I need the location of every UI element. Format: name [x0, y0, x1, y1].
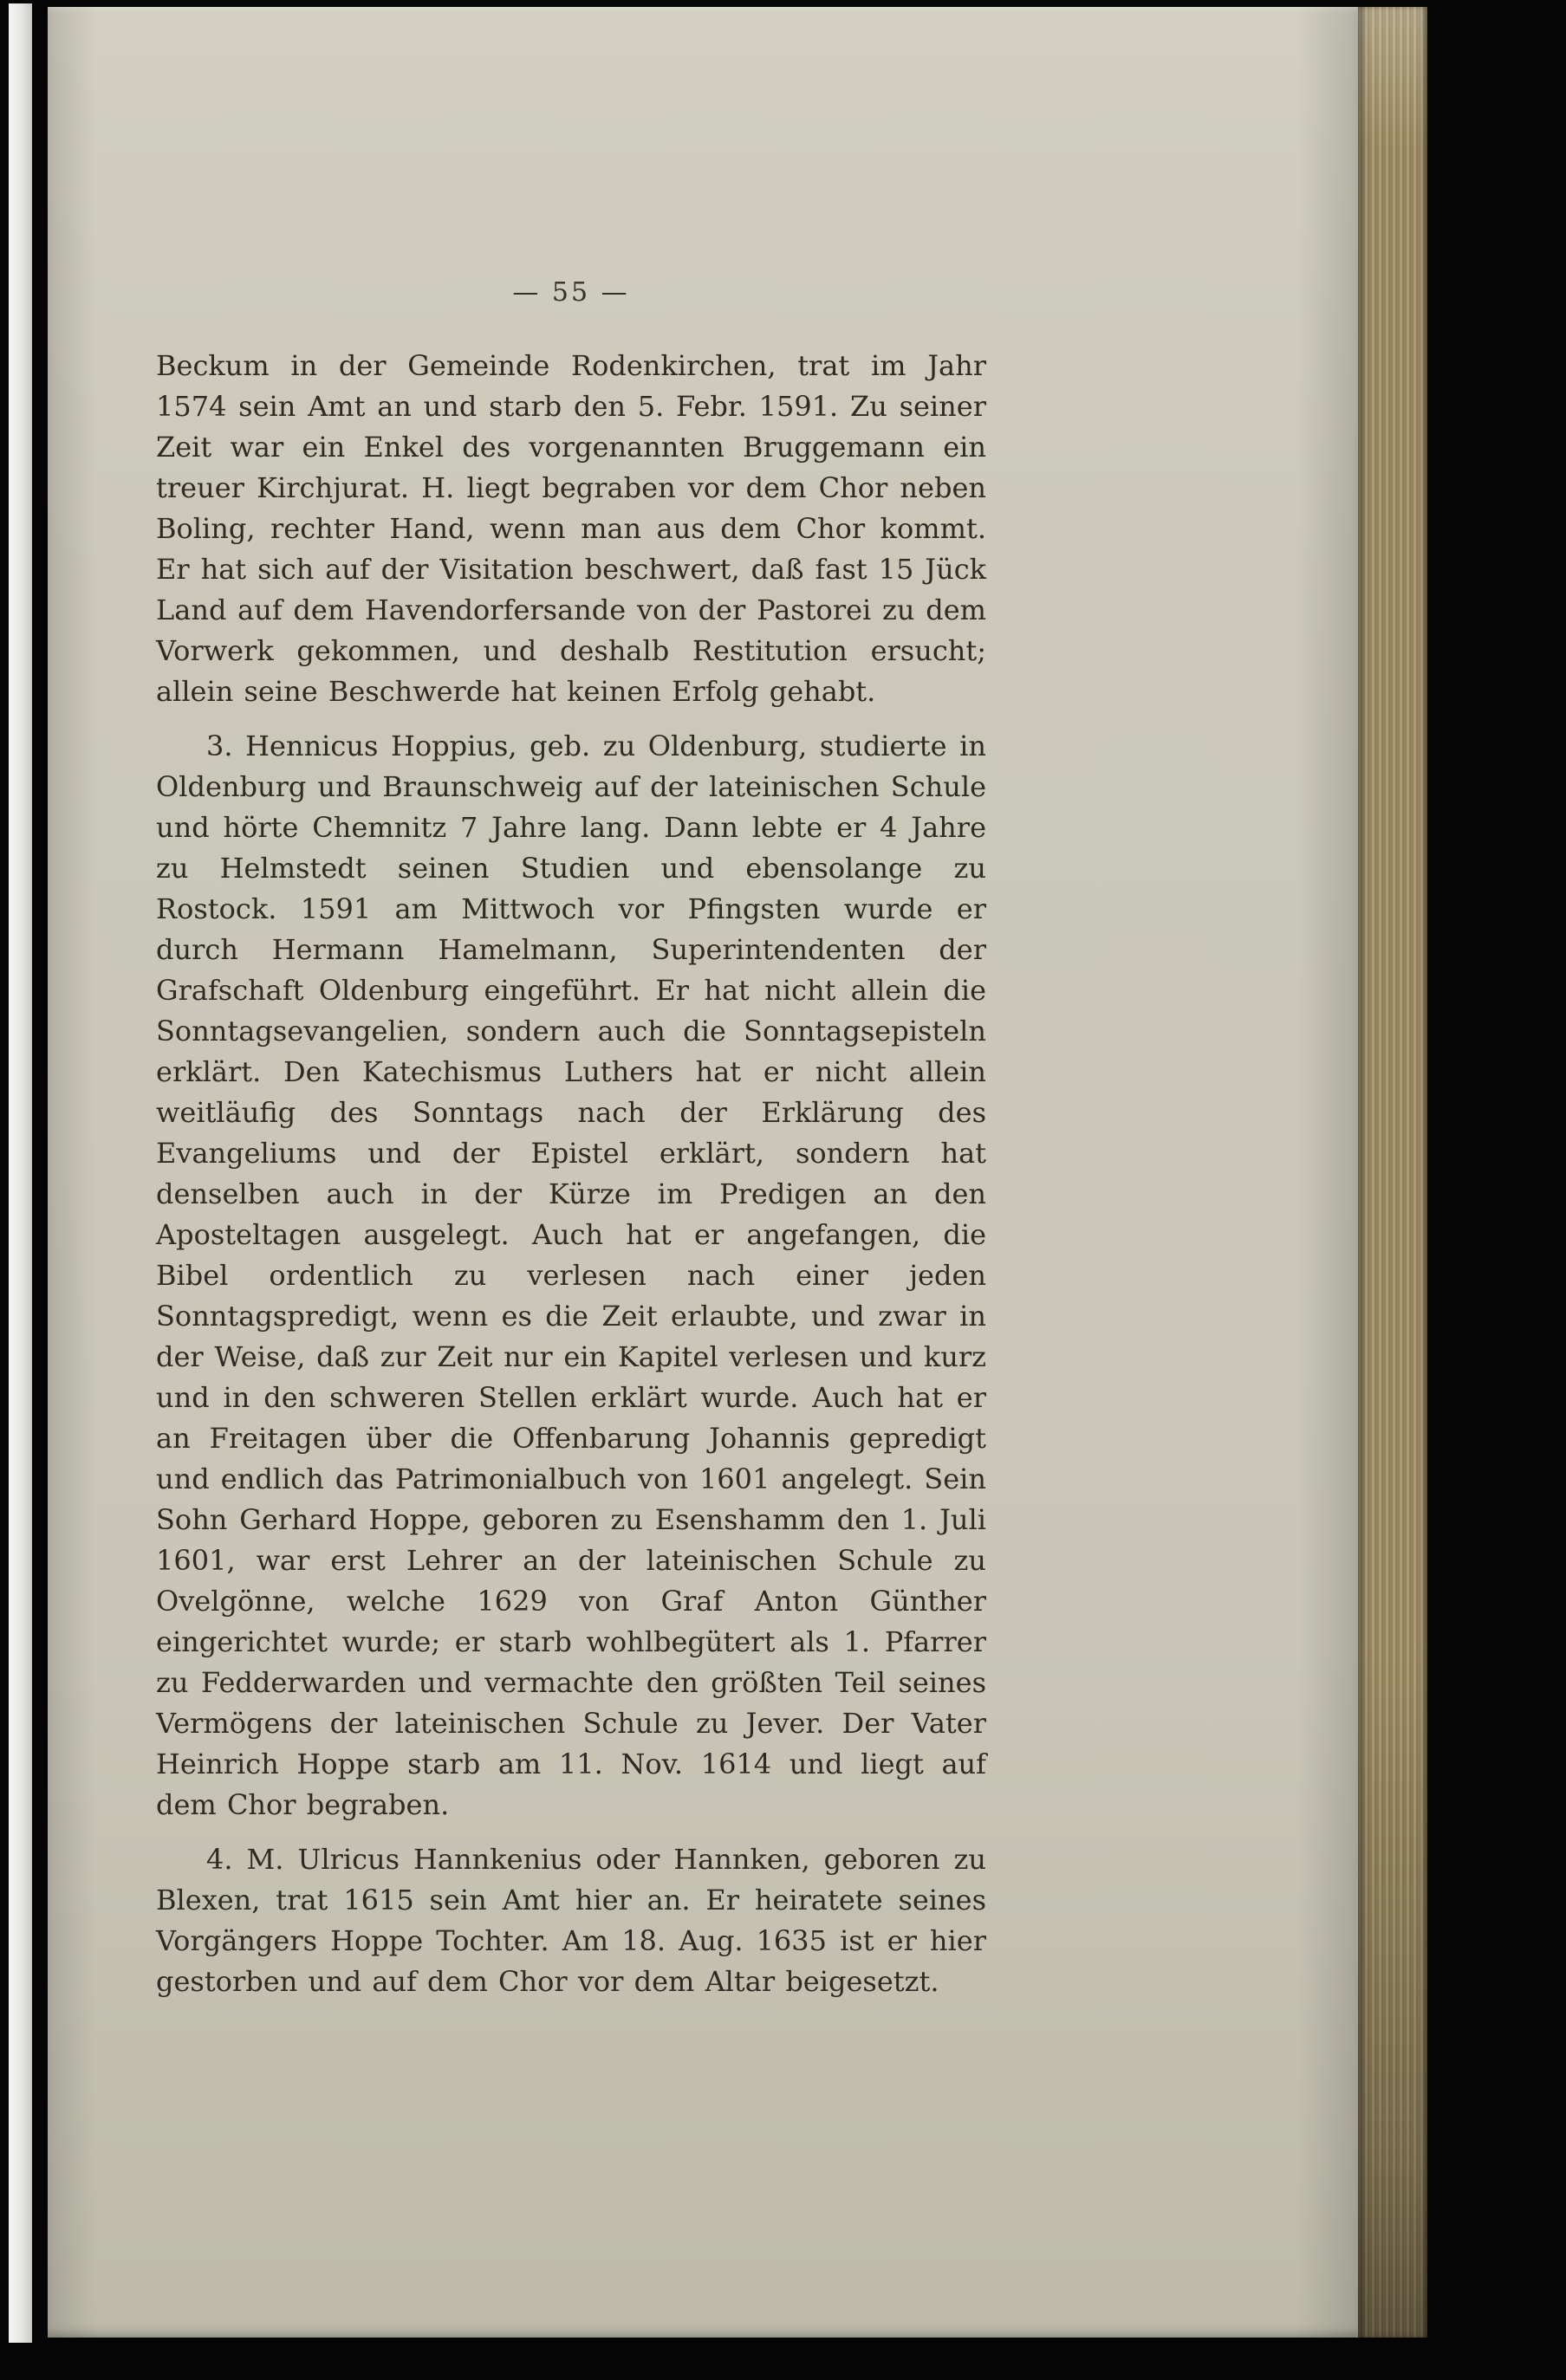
paragraph-entry-4-ulricus-hannkenius: 4. M. Ulricus Hannkenius oder Hannken, geboren zu Blexen, trat 1615 sein Amt hier an. Er heiratete seines Vorgängers Hoppe Tochter. Am 18. Aug. 1635 ist er hier gestorben und auf dem Chor vor dem Altar beigesetzt.	[156, 1843, 986, 1998]
book-fore-edge-pages	[1358, 7, 1427, 2338]
facing-page-edge	[9, 3, 32, 2343]
page-number: — 55 —	[512, 277, 630, 308]
text-block	[156, 277, 986, 2002]
paragraph-continuation: Beckum in der Gemeinde Rodenkirchen, trat im Jahr 1574 sein Amt an und starb den 5. Febr. 1591. Zu seiner Zeit war ein Enkel des vorgenannten Bruggemann ein treuer Kirchjurat. H. liegt begraben vor dem Chor neben Boling, rechter Hand, wenn man aus dem Chor kommt. Er hat sich auf der Visitation beschwert, daß fast 15 Jück Land auf dem Havendorfersande von der Pastorei zu dem Vorwerk gekommen, und deshalb Restitution ersucht; allein seine Beschwerde hat keinen Erfolg gehabt.	[156, 349, 986, 708]
book-page	[48, 7, 1358, 2338]
paragraph-entry-3-hennicus-hoppius: 3. Hennicus Hoppius, geb. zu Oldenburg, studierte in Oldenburg und Braunschweig auf der lateinischen Schule und hörte Chemnitz 7 Jahre lang. Dann lebte er 4 Jahre zu Helmstedt seinen Studien und ebensolange zu Rostock. 1591 am Mittwoch vor Pfingsten wurde er durch Hermann Hamelmann, Superintendenten der Grafschaft Oldenburg eingeführt. Er hat nicht allein die Sonntagsevangelien, sondern auch die Sonntagsepisteln erklärt. Den Katechismus Luthers hat er nicht allein weitläufig des Sonntags nach der Erklärung des Evangeliums und der Epistel erklärt, sondern hat denselben auch in der Kürze im Predigen an den Aposteltagen ausgelegt. Auch hat er angefangen, die Bibel ordentlich zu verlesen nach einer jeden Sonntagspredigt, wenn es die Zeit erlaubte, und zwar in der Weise, daß zur Zeit nur ein Kapitel verlesen und kurz und in den schweren Stellen erklärt wurde. Auch hat er an Freitagen über die Offenbarung Johannis gepredigt und endlich das Patrimonialbuch von 1601 angelegt. Sein Sohn Gerhard Hoppe, geboren zu Esenshamm den 1. Juli 1601, war erst Lehrer an der lateinischen Schule zu Ovelgönne, welche 1629 von Graf Anton Günther eingerichtet wurde; er starb wohlbegütert als 1. Pfarrer zu Fedderwarden und vermachte den größten Teil seines Vermögens der lateinischen Schule zu Jever. Der Vater Heinrich Hoppe starb am 11. Nov. 1614 und liegt auf dem Chor begraben.	[156, 730, 986, 1821]
